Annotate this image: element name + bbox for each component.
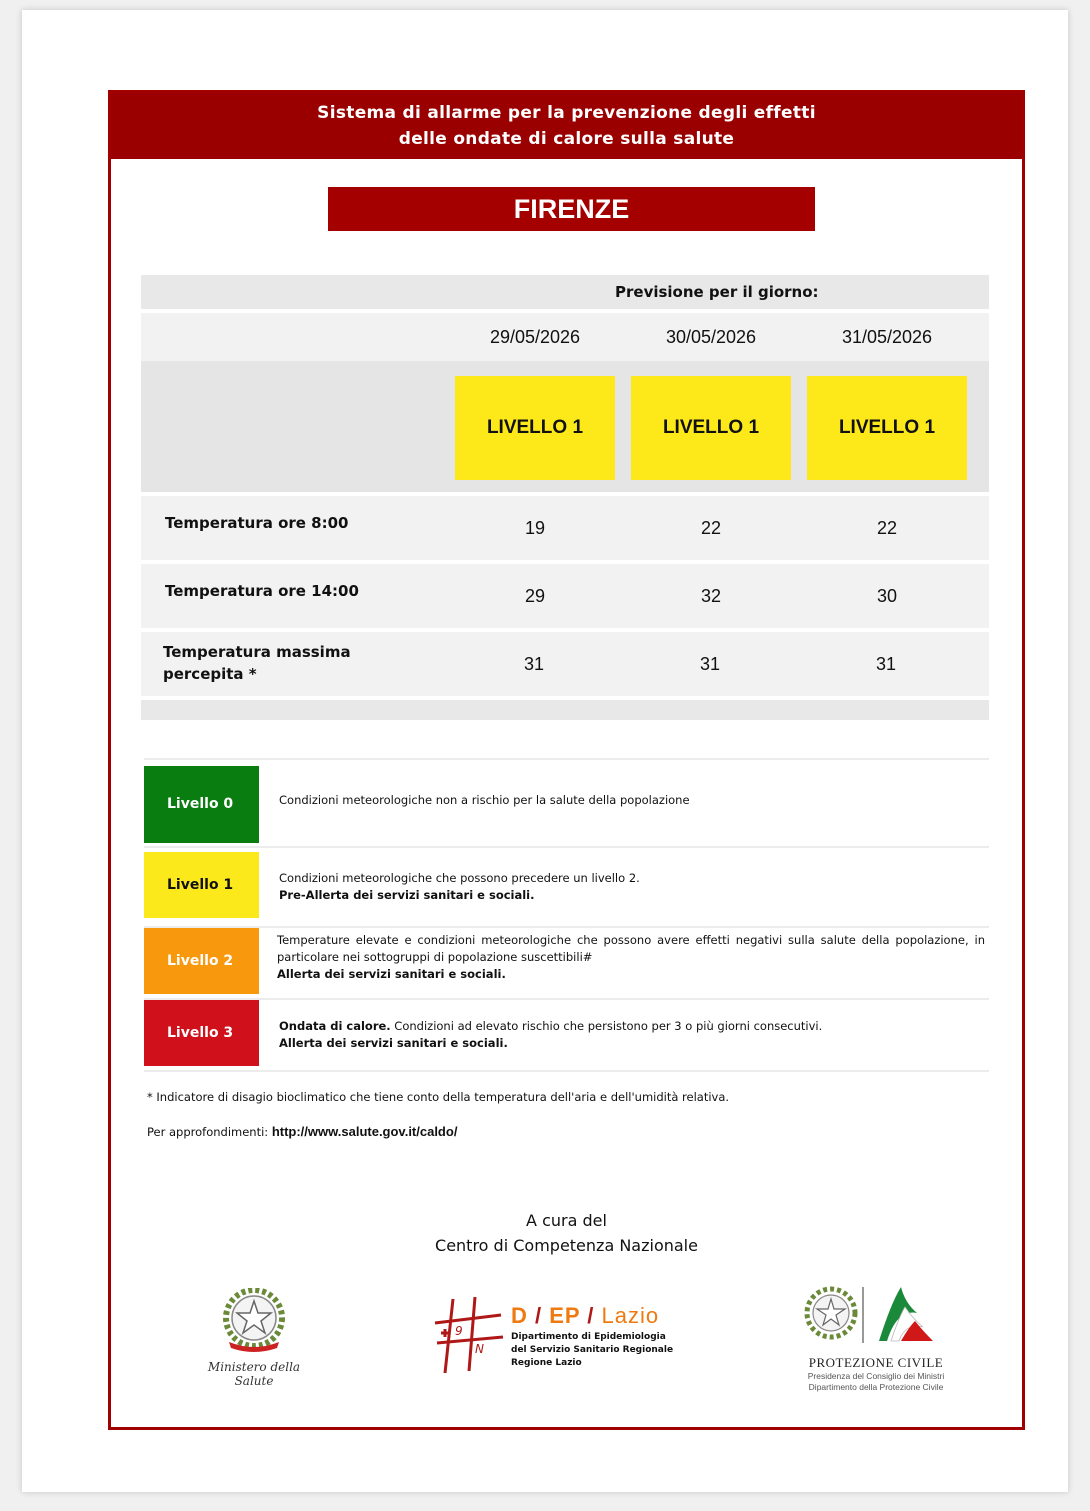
level-badge-3: LIVELLO 1 [807,376,967,480]
dep-monogram-icon [431,1293,507,1377]
protezione-civile-emblem-icon [801,1283,951,1347]
date-2: 30/05/2026 [665,327,757,347]
legend-row-2 [144,926,989,998]
value-cell: 29 [524,586,546,606]
legend-action: Pre-Allerta dei servizi sanitari e sociali. [279,888,535,902]
legend-description: Condizioni ad elevato rischio che persistono per 3 o più giorni consecutivi. [390,1019,823,1033]
level-badge-2: LIVELLO 1 [631,376,791,480]
table-footer-bar [141,700,989,720]
forecast-heading: Previsione per il giorno: [141,275,989,309]
legend-badge-2: Livello 2 [144,928,259,994]
more-info-link[interactable]: http://www.salute.gov.it/caldo/ [271,1124,458,1139]
level-badge-1: LIVELLO 1 [455,376,615,480]
protezione-civile-sub-2: Dipartimento della Protezione Civile [808,1382,944,1392]
dep-sub-line-2: del Servizio Sanitario Regionale [511,1345,674,1355]
dep-title: D / EP / Lazio [511,1303,660,1328]
row-label [165,514,385,532]
value-cell: 30 [876,586,898,606]
legend-badge-1: Livello 1 [144,852,259,918]
legend-action: Allerta dei servizi sanitari e sociali. [279,1036,508,1050]
levels-row [141,361,989,492]
legend-row-1 [144,846,989,926]
row-label [165,582,385,600]
svg-text:9: 9 [455,1324,463,1338]
date-3: 31/05/2026 [841,327,933,347]
legend-description: Temperature elevate e condizioni meteorologiche che possono avere effetti negativi sulla salute della popolazione, in particolare nei sottogruppi di popolazione suscettibili# [277,933,985,964]
credit-block [111,1208,1022,1258]
row-label-line-1: Temperatura ore 8:00 [165,514,349,532]
dep-sub-line-3: Regione Lazio [511,1358,582,1368]
dates-row [141,313,989,361]
legend-description: Condizioni meteorologiche che possono precedere un livello 2. [279,871,640,885]
protezione-civile-logo [801,1283,951,1393]
temp-row-14 [141,564,989,628]
value-cell: 22 [700,518,722,538]
protezione-civile-sub-1: Presidenza del Consiglio dei Ministri [807,1371,945,1381]
legend-text-2 [277,932,985,983]
legend-text-0 [279,792,985,809]
value-cell: 19 [524,518,546,538]
value-cell: 31 [875,654,897,674]
dep-title-ep: EP [549,1303,581,1328]
more-info-label: Per approfondimenti: [147,1125,269,1139]
value-cell: 31 [699,654,721,674]
legend-badge-0: Livello 0 [144,766,259,843]
legend-lead: Ondata di calore. [279,1019,391,1033]
value-cell: 32 [700,586,722,606]
row-label-line-1: Temperatura ore 14:00 [165,582,359,600]
legend-description: Condizioni meteorologiche non a rischio per la salute della popolazione [279,793,690,807]
header-line-2: delle ondate di calore sulla salute [398,129,735,149]
temp-row-perceived [141,632,989,696]
date-1: 29/05/2026 [489,327,581,347]
legend-row-0 [144,758,989,846]
document-page [22,10,1068,1492]
dep-lazio-logo [431,1293,691,1383]
value-cell: 31 [523,654,545,674]
legend-badge-3: Livello 3 [144,1000,259,1066]
svg-text:N: N [475,1342,484,1356]
legend-action: Allerta dei servizi sanitari e sociali. [277,967,506,981]
bulletin-frame [108,90,1025,1430]
header-line-1: Sistema di allarme per la prevenzione degli effetti [317,103,816,123]
city-title: FIRENZE [328,187,815,231]
row-label-line-1: Temperatura massima [163,643,351,661]
dep-subtitle [511,1331,673,1370]
legend-text-3 [279,1018,985,1052]
dep-sub-line-1: Dipartimento di Epidemiologia [511,1332,666,1342]
more-info [147,1124,457,1139]
row-label-line-2: percepita * [163,665,257,683]
bulletin-header [111,93,1022,159]
value-cell: 22 [876,518,898,538]
italian-emblem-icon [199,1288,309,1354]
credit-line-2: Centro di Competenza Nazionale [435,1236,698,1255]
legend-row-3 [144,998,989,1072]
ministero-logo [199,1288,309,1388]
ministero-signature: Ministero della Salute [207,1360,301,1388]
footnote: * Indicatore di disagio bioclimatico che tiene conto della temperatura dell'aria e dell'umidità relativa. [147,1090,730,1104]
protezione-civile-name: PROTEZIONE CIVILE [808,1355,944,1370]
forecast-table [141,275,989,720]
credit-line-1: A cura del [526,1211,607,1230]
dep-title-d: D [511,1303,528,1328]
temp-row-8 [141,496,989,560]
legend-text-1 [279,870,985,904]
level-legend [144,758,989,1072]
row-label [163,641,383,685]
dep-title-lazio: Lazio [601,1303,660,1328]
